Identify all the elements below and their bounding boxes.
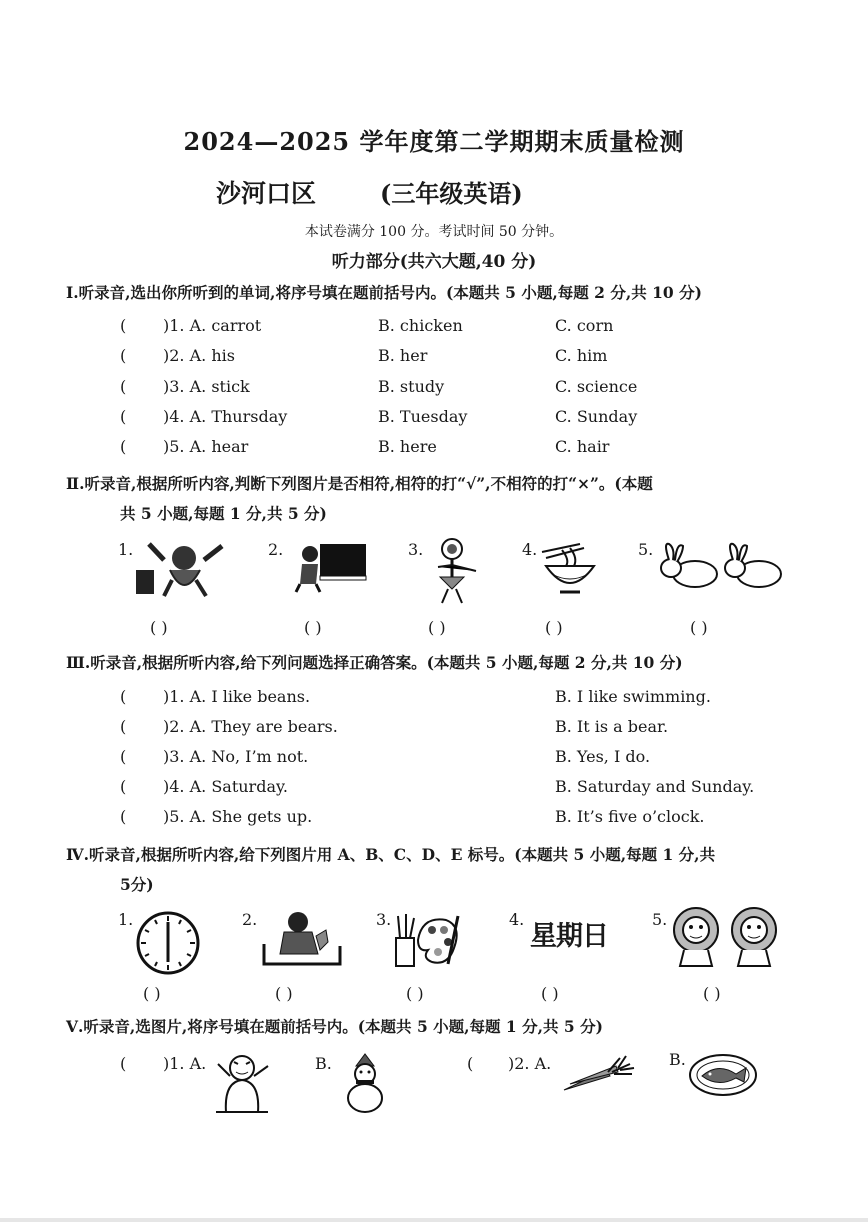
- s5-q2-a: )2. A.: [508, 1054, 552, 1073]
- answer-paren-pair[interactable]: ( ): [150, 618, 168, 637]
- s2-num-1: 1.: [118, 540, 134, 559]
- s3-q3-b: B. Yes, I do.: [555, 747, 651, 766]
- s1-q4-b: B. Tuesday: [378, 407, 468, 426]
- answer-paren[interactable]: (: [467, 1054, 474, 1073]
- s1-q1-a: )1. A. carrot: [163, 316, 262, 335]
- answer-paren-pair[interactable]: ( ): [545, 618, 563, 637]
- s1-q3-b: B. study: [378, 377, 445, 396]
- s3-q2-b: B. It is a bear.: [555, 717, 669, 736]
- s2-num-2: 2.: [268, 540, 284, 559]
- s3-q1-a: )1. A. I like beans.: [163, 687, 311, 706]
- s3-q4-a: )4. A. Saturday.: [163, 777, 288, 796]
- two-rabbits-icon: [655, 540, 787, 590]
- section-4-heading-line2: 5分): [120, 875, 154, 894]
- exam-note: 本试卷满分 100 分。考试时间 50 分钟。: [304, 224, 564, 240]
- section-2-heading-line2: 共 5 小题,每题 1 分,共 5 分): [120, 504, 327, 523]
- answer-paren[interactable]: (: [120, 377, 127, 396]
- s1-q5-b: B. here: [378, 437, 437, 456]
- answer-paren-pair[interactable]: ( ): [541, 984, 559, 1003]
- two-lions-icon: [668, 906, 786, 970]
- s1-q2-c: C. him: [555, 346, 608, 365]
- s1-q3-c: C. science: [555, 377, 638, 396]
- district-name: 沙河口区: [216, 179, 317, 208]
- s3-q2-a: )2. A. They are bears.: [163, 717, 338, 736]
- s2-num-5: 5.: [638, 540, 654, 559]
- s4-num-1: 1.: [118, 910, 134, 929]
- answer-paren-pair[interactable]: ( ): [304, 618, 322, 637]
- snowman-icon: [212, 1052, 274, 1116]
- answer-paren[interactable]: (: [120, 807, 127, 826]
- s1-q4-a: )4. A. Thursday: [163, 407, 288, 426]
- s1-q5-a: )5. A. hear: [163, 437, 249, 456]
- s5-q1-a: )1. A.: [163, 1054, 207, 1073]
- answer-paren[interactable]: (: [120, 717, 127, 736]
- playing-piano-icon: [290, 540, 370, 594]
- answer-paren[interactable]: (: [120, 1054, 127, 1073]
- noodle-bowl-icon: [540, 540, 600, 600]
- answer-paren-pair[interactable]: ( ): [143, 984, 161, 1003]
- section-2-heading-line1: Ⅱ.听录音,根据所听内容,判断下列图片是否相符,相符的打“√”,不相符的打“×”。(本题: [66, 474, 653, 493]
- s5-q2-b: B.: [669, 1050, 686, 1069]
- exam-title: 2024—2025 学年度第二学期期末质量检测: [183, 127, 685, 156]
- s3-q4-b: B. Saturday and Sunday.: [555, 777, 755, 796]
- sunday-chinese-label: 星期日: [530, 921, 608, 952]
- fish-plate-icon: [688, 1052, 758, 1098]
- s1-q4-c: C. Sunday: [555, 407, 638, 426]
- s1-q5-c: C. hair: [555, 437, 610, 456]
- s3-q3-a: )3. A. No, I’m not.: [163, 747, 309, 766]
- s4-num-4: 4.: [509, 910, 525, 929]
- s4-num-5: 5.: [652, 910, 668, 929]
- answer-paren[interactable]: (: [120, 346, 127, 365]
- subject-name: (三年级英语): [380, 179, 523, 208]
- s5-q1-b: B.: [315, 1054, 332, 1073]
- person-with-toy-icon: [262, 910, 342, 966]
- dancing-girl-icon: [424, 537, 484, 607]
- snowman-with-hat-icon: [340, 1052, 390, 1114]
- listening-part-heading: 听力部分(共六大题,40 分): [331, 252, 537, 272]
- answer-paren-pair[interactable]: ( ): [703, 984, 721, 1003]
- s2-num-4: 4.: [522, 540, 538, 559]
- answer-paren[interactable]: (: [120, 437, 127, 456]
- answer-paren[interactable]: (: [120, 316, 127, 335]
- answer-paren[interactable]: (: [120, 747, 127, 766]
- page-bottom-divider: [0, 1218, 868, 1222]
- section-1-heading: Ⅰ.听录音,选出你所听到的单词,将序号填在题前括号内。(本题共 5 小题,每题 2 分,共 10 分): [66, 283, 702, 302]
- section-4-heading-line1: Ⅳ.听录音,根据所听内容,给下列图片用 A、B、C、D、E 标号。(本题共 5 小题,每题 1 分,共: [66, 845, 716, 864]
- s4-num-3: 3.: [376, 910, 392, 929]
- answer-paren-pair[interactable]: ( ): [690, 618, 708, 637]
- s1-q3-a: )3. A. stick: [163, 377, 250, 396]
- answer-paren-pair[interactable]: ( ): [428, 618, 446, 637]
- people-celebrating-icon: [134, 540, 230, 598]
- s2-num-3: 3.: [408, 540, 424, 559]
- s1-q1-b: B. chicken: [378, 316, 463, 335]
- s3-q1-b: B. I like swimming.: [555, 687, 711, 706]
- carrots-icon: [560, 1054, 636, 1094]
- section-5-heading: Ⅴ.听录音,选图片,将序号填在题前括号内。(本题共 5 小题,每题 1 分,共 5 分): [66, 1017, 603, 1036]
- s1-q2-a: )2. A. his: [163, 346, 235, 365]
- s3-q5-a: )5. A. She gets up.: [163, 807, 313, 826]
- s4-num-2: 2.: [242, 910, 258, 929]
- answer-paren[interactable]: (: [120, 777, 127, 796]
- section-3-heading: Ⅲ.听录音,根据所听内容,给下列问题选择正确答案。(本题共 5 小题,每题 2 分,共 10 分): [66, 653, 683, 672]
- paint-palette-icon: [392, 908, 464, 970]
- clock-icon: [134, 910, 202, 976]
- answer-paren-pair[interactable]: ( ): [275, 984, 293, 1003]
- answer-paren-pair[interactable]: ( ): [406, 984, 424, 1003]
- answer-paren[interactable]: (: [120, 687, 127, 706]
- s3-q5-b: B. It’s five o’clock.: [555, 807, 705, 826]
- answer-paren[interactable]: (: [120, 407, 127, 426]
- s1-q1-c: C. corn: [555, 316, 614, 335]
- s1-q2-b: B. her: [378, 346, 428, 365]
